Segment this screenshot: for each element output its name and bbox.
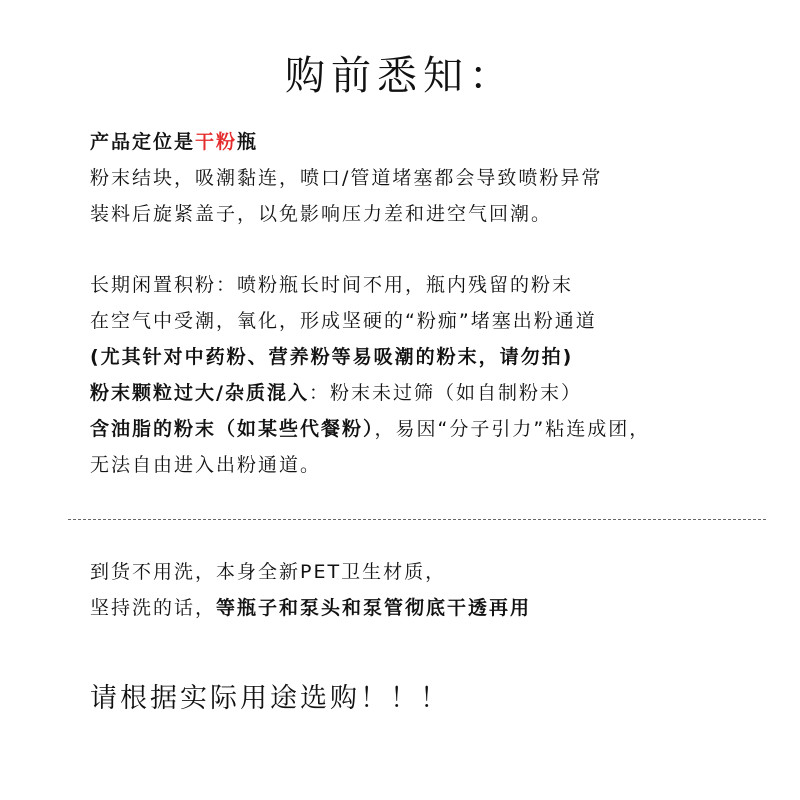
idle-powder-line: 长期闲置积粉：喷粉瓶长时间不用，瓶内残留的粉末 <box>90 274 574 296</box>
particle-size-detail: ：粉末未过筛（如自制粉末） <box>308 382 582 404</box>
moisture-crust-line: 在空气中受潮，氧化，形成坚硬的“粉痂”堵塞出粉通道 <box>90 310 597 332</box>
page-title: 购前悉知： <box>285 53 515 99</box>
oily-powder-line <box>90 415 650 443</box>
no-hygroscopic-warning: (尤其针对中药粉、营养粉等易吸潮的粉末，请勿拍) <box>90 346 574 368</box>
wash-dry-prefix: 坚持洗的话， <box>90 597 217 619</box>
positioning-highlight: 干粉 <box>195 131 238 153</box>
positioning-prefix: 产品定位是 <box>90 131 196 153</box>
clog-causes-line: 粉末结块，吸潮黏连，喷口/管道堵塞都会导致喷粉异常 <box>90 167 603 189</box>
particle-size-line <box>90 379 582 407</box>
wash-dry-instruction: 等瓶子和泵头和泵管彻底干透再用 <box>216 597 532 619</box>
tighten-cap-line: 装料后旋紧盖子，以免影响压力差和进空气回潮。 <box>90 203 553 225</box>
particle-size-label: 粉末颗粒过大/杂质混入 <box>90 382 309 404</box>
oily-powder-continuation: 无法自由进入出粉通道。 <box>90 454 322 476</box>
product-positioning <box>90 128 258 156</box>
positioning-suffix: 瓶 <box>237 131 259 153</box>
oily-powder-label: 含油脂的粉末（如某些代餐粉） <box>90 418 375 440</box>
oily-powder-detail: ，易因“分子引力”粘连成团， <box>374 418 651 440</box>
no-wash-line: 到货不用洗，本身全新PET卫生材质， <box>90 561 447 583</box>
dashed-divider <box>68 519 766 520</box>
wash-dry-line <box>90 594 531 622</box>
closing-note: 请根据实际用途选购！！！ <box>90 683 450 714</box>
